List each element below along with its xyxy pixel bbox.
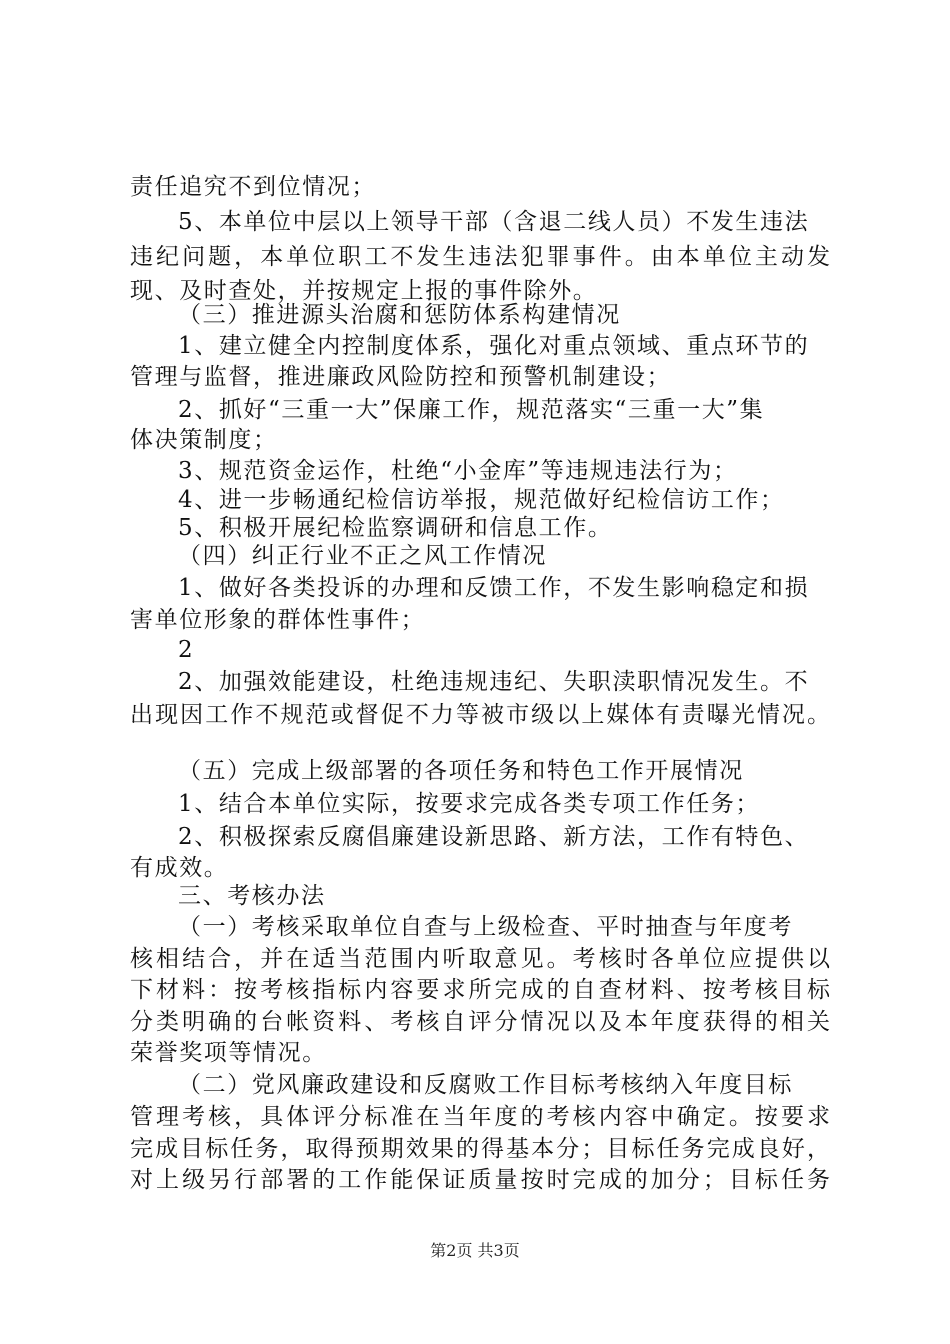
text-line: 责任追究不到位情况； xyxy=(130,174,376,200)
section-heading: （五）完成上级部署的各项任务和特色工作开展情况 xyxy=(178,758,744,784)
text-line: 1、结合本单位实际，按要求完成各类专项工作任务； xyxy=(178,791,761,817)
text-line: 对上级另行部署的工作能保证质量按时完成的加分；目标任务 xyxy=(130,1167,830,1193)
section-heading: （四）纠正行业不正之风工作情况 xyxy=(178,543,547,569)
text-line: 5、本单位中层以上领导干部（含退二线人员）不发生违法 xyxy=(178,209,810,235)
text-line: 体决策制度； xyxy=(130,427,278,453)
section-heading: （三）推进源头治腐和惩防体系构建情况 xyxy=(178,302,621,328)
text-line: 2、积极探索反腐倡廉建设新思路、新方法，工作有特色、 xyxy=(178,824,810,850)
text-line: 完成目标任务，取得预期效果的得基本分；目标任务完成良好， xyxy=(130,1136,830,1162)
text-line: 有成效。 xyxy=(130,855,229,881)
text-line: 害单位形象的群体性事件； xyxy=(130,607,426,633)
text-line: 2 xyxy=(178,637,195,663)
text-line: 核相结合，并在适当范围内听取意见。考核时各单位应提供以 xyxy=(130,946,830,972)
text-line: 荣誉奖项等情况。 xyxy=(130,1040,327,1066)
text-line: （二）党风廉政建设和反腐败工作目标考核纳入年度目标 xyxy=(178,1072,793,1098)
text-line: （一）考核采取单位自查与上级检查、平时抽查与年度考 xyxy=(178,914,793,940)
page-footer: 第2页 共3页 xyxy=(430,1241,520,1260)
text-line: 违纪问题，本单位职工不发生违法犯罪事件。由本单位主动发 xyxy=(130,244,830,270)
text-line: 出现因工作不规范或督促不力等被市级以上媒体有责曝光情况。 xyxy=(130,702,830,728)
text-line: 分类明确的台帐资料、考核自评分情况以及本年度获得的相关 xyxy=(130,1009,830,1035)
text-line: 1、建立健全内控制度体系，强化对重点领域、重点环节的 xyxy=(178,333,810,359)
text-line: 2、加强效能建设，杜绝违规违纪、失职渎职情况发生。不 xyxy=(178,669,810,695)
text-line: 3、规范资金运作，杜绝“小金库”等违规违法行为； xyxy=(178,458,738,484)
text-line: 2、抓好“三重一大”保廉工作，规范落实“三重一大”集 xyxy=(178,397,765,423)
text-line: 5、积极开展纪检监察调研和信息工作。 xyxy=(178,515,613,541)
text-line: 4、进一步畅通纪检信访举报，规范做好纪检信访工作； xyxy=(178,487,785,513)
text-line: 管理考核，具体评分标准在当年度的考核内容中确定。按要求 xyxy=(130,1104,830,1130)
text-line: 现、及时查处，并按规定上报的事件除外。 xyxy=(130,278,598,304)
text-line: 管理与监督，推进廉政风险防控和预警机制建设； xyxy=(130,364,672,390)
text-line: 1、做好各类投诉的办理和反馈工作，不发生影响稳定和损 xyxy=(178,575,810,601)
section-heading: 三、考核办法 xyxy=(178,883,326,909)
text-line: 下材料：按考核指标内容要求所完成的自查材料、按考核目标 xyxy=(130,977,830,1003)
